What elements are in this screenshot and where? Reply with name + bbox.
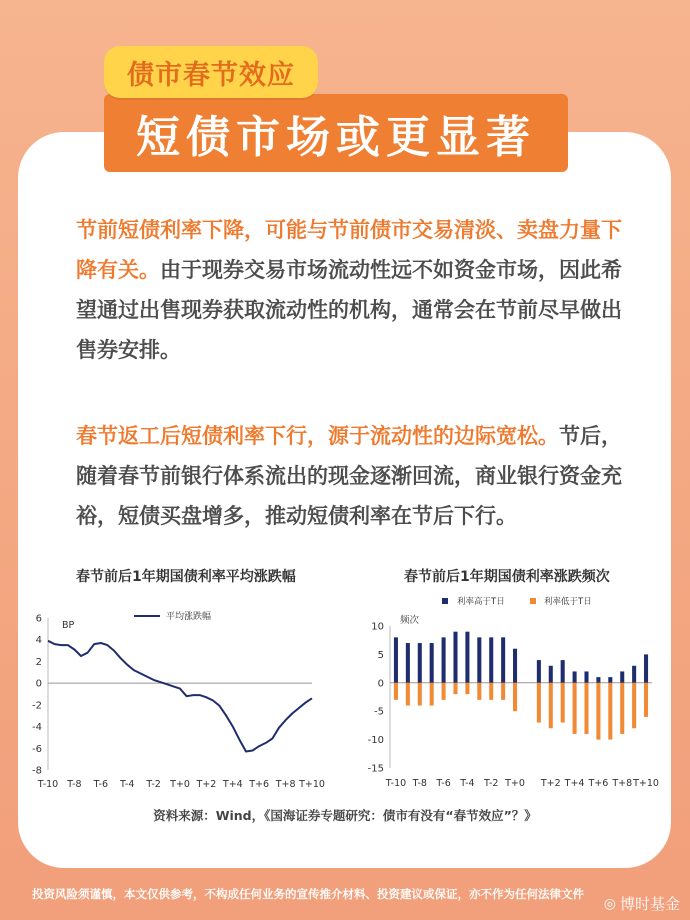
bar-high: [489, 637, 493, 682]
bar-low: [561, 683, 565, 723]
source-note: 资料来源：Wind，《国海证券专题研究：债市有没有“春节效应”？》: [153, 808, 537, 823]
bar-x-tick-label: T-2: [484, 778, 499, 789]
bar-legend-swatch-low: [530, 598, 536, 604]
bar-y-tick-label: 5: [377, 649, 384, 661]
bar-low: [465, 683, 469, 694]
bar-high: [394, 637, 398, 682]
bar-high: [608, 677, 612, 683]
line-chart: [22, 600, 325, 800]
bar-y-tick-label: 0: [377, 678, 384, 690]
bar-high: [596, 677, 600, 683]
line-x-tick-label: T-2: [146, 779, 161, 790]
bar-low: [453, 683, 457, 694]
headline-banner: [104, 94, 568, 172]
bar-y-tick-label: 10: [371, 621, 384, 633]
bar-x-tick-label: T-4: [460, 778, 475, 789]
bar-low: [537, 683, 541, 723]
bar-low: [489, 683, 493, 700]
topic-tag: [104, 46, 318, 98]
bar-low: [584, 683, 588, 734]
paragraph-2-body: 节后，随着春节前银行体系流出的现金逐渐回流，商业银行资金充裕，短债买盘增多，推动短债利率在节后下行。: [76, 424, 622, 528]
bar-unit-label: 频次: [400, 615, 420, 626]
bar-legend-label-high: 利率高于T日: [457, 597, 505, 607]
bar-chart: [362, 590, 662, 800]
bar-high: [453, 632, 457, 683]
line-x-tick-label: T-10: [37, 779, 59, 790]
bar-high: [430, 643, 434, 683]
bar-high: [573, 671, 577, 682]
bar-high: [584, 671, 588, 682]
bar-low: [596, 683, 600, 740]
bar-low: [513, 683, 517, 711]
bar-x-tick-label: T+8: [612, 778, 633, 789]
line-y-tick-label: -6: [32, 743, 42, 755]
bar-low: [573, 683, 577, 734]
bar-x-tick-label: T+4: [564, 778, 585, 789]
bar-x-tick-label: T-10: [385, 778, 407, 789]
bar-legend-swatch-high: [442, 598, 448, 604]
line-x-tick-label: T-4: [119, 779, 135, 790]
line-series-path: [48, 641, 312, 752]
bar-high: [406, 643, 410, 683]
bar-chart-title: 春节前后1年期国债利率涨跌频次: [404, 569, 610, 585]
bar-x-tick-label: T-8: [412, 778, 427, 789]
watermark: [604, 893, 680, 914]
paragraph-2-highlight: 春节返工后短债利率下行，源于流动性的边际宽松。: [76, 424, 559, 448]
line-y-tick-label: -4: [32, 722, 42, 734]
bar-x-tick-label: T+10: [633, 778, 659, 789]
line-x-tick-label: T-8: [67, 779, 82, 790]
line-legend-label: 平均涨跌幅: [166, 612, 212, 622]
disclaimer-footer: 投资风险须谨慎，本文仅供参考，不构成任何业务的宣传推介材料、投资建议或保证，亦不作为任何法律文件: [32, 887, 584, 901]
line-y-tick-label: -2: [32, 700, 42, 712]
bar-legend-label-low: 利率低于T日: [544, 597, 592, 607]
line-x-tick-label: T-6: [93, 779, 109, 790]
bar-high: [632, 666, 636, 683]
line-y-tick-label: 4: [35, 635, 42, 647]
bar-low: [549, 683, 553, 728]
bar-x-tick-label: T+2: [540, 778, 561, 789]
bar-low: [632, 683, 636, 728]
bar-low: [442, 683, 446, 700]
line-x-tick-label: T+8: [275, 779, 296, 790]
bar-high: [501, 637, 505, 682]
watermark-text: 博时基金: [619, 895, 680, 913]
line-y-tick-label: 2: [35, 656, 42, 668]
bar-low: [430, 683, 434, 706]
topic-tag-text: 债市春节效应: [127, 59, 295, 91]
line-y-tick-label: 0: [35, 678, 42, 690]
bar-high: [537, 660, 541, 683]
bar-high: [561, 660, 565, 683]
bar-low: [406, 683, 410, 706]
line-unit-label: BP: [62, 620, 75, 631]
bar-x-tick-label: T-6: [436, 778, 451, 789]
headline-text: 短债市场或更显著: [136, 112, 536, 163]
weibo-icon: ◎: [603, 895, 616, 912]
bar-low: [501, 683, 505, 700]
bar-high: [465, 632, 469, 683]
paragraph-1: [76, 210, 636, 370]
bar-y-tick-label: -15: [367, 763, 384, 775]
bar-low: [418, 683, 422, 706]
bar-low: [477, 683, 481, 700]
bar-high: [442, 637, 446, 682]
bar-high: [644, 654, 648, 682]
line-x-tick-label: T+2: [196, 779, 217, 790]
bar-high: [477, 637, 481, 682]
bar-x-tick-label: T+0: [505, 778, 525, 789]
bar-low: [394, 683, 398, 700]
line-x-tick-label: T+4: [222, 779, 243, 790]
bar-y-tick-label: -5: [374, 706, 384, 718]
bar-low: [620, 683, 624, 734]
bar-high: [620, 671, 624, 682]
bar-y-tick-label: -10: [367, 735, 384, 747]
bar-high: [418, 643, 422, 683]
line-x-tick-label: T+10: [299, 779, 325, 790]
line-y-tick-label: 6: [35, 613, 42, 625]
bar-x-tick-label: T+6: [588, 778, 609, 789]
bar-low: [644, 683, 648, 717]
bar-low: [608, 683, 612, 740]
bar-high: [513, 649, 517, 683]
line-x-tick-label: T+6: [249, 779, 270, 790]
paragraph-1-highlight: 节前短债利率下降，可能与节前债市交易清淡、卖盘力量下降有关。: [76, 218, 622, 282]
line-y-tick-label: -8: [32, 765, 42, 777]
paragraph-1-body: 由于现券交易市场流动性远不如资金市场，因此希望通过出售现券获取流动性的机构，通常会在节前尽早做出售券安排。: [76, 258, 622, 362]
line-chart-title: 春节前后1年期国债利率平均涨跌幅: [76, 569, 296, 585]
bar-high: [549, 666, 553, 683]
line-x-tick-label: T+0: [170, 779, 190, 790]
paragraph-2: [76, 416, 636, 536]
